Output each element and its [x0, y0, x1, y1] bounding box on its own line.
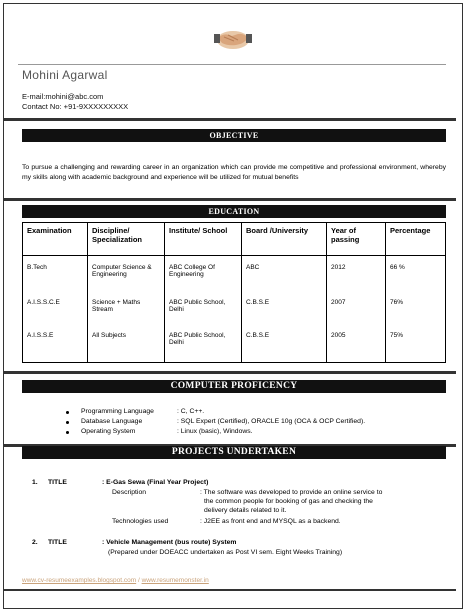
education-heading: EDUCATION — [22, 205, 446, 218]
table-cell: Computer Science & Engineering — [88, 256, 165, 296]
bullet-icon — [66, 421, 69, 424]
description-text: the common people for booking of gas and checking the — [204, 498, 373, 505]
table-cell: 2012 — [327, 256, 386, 296]
column-header: Board /University — [242, 223, 327, 256]
table-cell: 75% — [386, 328, 446, 363]
list-item-label: Database Language — [81, 418, 143, 425]
project-title: : Vehicle Management (bus route) System — [102, 539, 237, 546]
table-cell: 2007 — [327, 295, 386, 328]
section-divider — [4, 371, 456, 374]
header-divider — [18, 64, 446, 65]
table-cell: C.B.S.E — [242, 295, 327, 328]
technologies-label: Technologies used — [112, 518, 169, 525]
table-cell: 76% — [386, 295, 446, 328]
project-title: : E-Gas Sewa (Final Year Project) — [102, 479, 209, 486]
column-header: Percentage — [386, 223, 446, 256]
project-number: 2. — [32, 539, 38, 546]
description-label: Description — [112, 489, 146, 496]
education-table — [22, 222, 446, 363]
section-divider — [4, 118, 456, 121]
column-header: Examination — [23, 223, 88, 256]
table-row — [23, 256, 446, 296]
table-cell: 2005 — [327, 328, 386, 363]
footer-link[interactable]: www.cv-resumeexamples.blogspot.com — [22, 577, 137, 584]
table-cell: C.B.S.E — [242, 328, 327, 363]
section-divider — [4, 198, 456, 201]
column-header: Year of passing — [327, 223, 386, 256]
footer-link[interactable]: www.resumemonster.in — [141, 577, 209, 584]
table-cell: All Subjects — [88, 328, 165, 363]
column-header: Discipline/ Specialization — [88, 223, 165, 256]
table-cell: ABC College Of Engineering — [165, 256, 242, 296]
bullet-icon — [66, 431, 69, 434]
list-item-label: Operating System — [81, 428, 136, 435]
description-text: : The software was developed to provide an online service to — [200, 489, 383, 496]
footer-separator: / — [136, 577, 142, 584]
list-item-value: : Linux (basic), Windows. — [177, 428, 253, 435]
project-note: (Prepared under DOEACC undertaken as Post VI sem. Eight Weeks Training) — [108, 549, 343, 556]
list-item — [66, 417, 365, 427]
table-cell: Science + Maths Stream — [88, 295, 165, 328]
list-item-label: Programming Language — [81, 408, 154, 415]
handshake-icon — [214, 26, 252, 52]
table-cell: 66 % — [386, 256, 446, 296]
table-cell: ABC Public School, Delhi — [165, 328, 242, 363]
bullet-icon — [66, 411, 69, 414]
objective-heading: OBJECTIVE — [22, 129, 446, 142]
column-header: Institute/ School — [165, 223, 242, 256]
project-title-label: TITLE — [48, 539, 67, 546]
contact-number: Contact No: +91-9XXXXXXXXX — [22, 102, 129, 111]
table-cell: B.Tech — [23, 256, 88, 296]
table-cell: A.I.S.S.C.E — [23, 295, 88, 328]
table-row — [23, 328, 446, 363]
footer-links — [22, 577, 209, 584]
table-cell: ABC Public School, Delhi — [165, 295, 242, 328]
email-text: E-mail:mohini@abc.com — [22, 92, 104, 101]
table-row — [23, 295, 446, 328]
list-item — [66, 407, 365, 417]
project-number: 1. — [32, 479, 38, 486]
project-title-label: TITLE — [48, 479, 67, 486]
list-item-value: : C, C++. — [177, 408, 205, 415]
objective-text: To pursue a challenging and rewarding career in an organization which can provide me competitive and professional environment, whereby my skills along with academic background and experience will be utilized for mutual benefits — [22, 164, 446, 181]
computer-list — [66, 407, 365, 437]
computer-heading: COMPUTER PROFICENCY — [22, 380, 446, 393]
candidate-name: Mohini Agarwal — [22, 68, 108, 82]
technologies-text: : J2EE as front end and MYSQL as a backend. — [200, 518, 341, 525]
list-item — [66, 427, 365, 437]
table-cell: A.I.S.S.E — [23, 328, 88, 363]
table-cell: ABC — [242, 256, 327, 296]
description-text: delivery details related to it. — [204, 507, 287, 514]
table-header-row — [23, 223, 446, 256]
projects-heading: PROJECTS UNDERTAKEN — [22, 446, 446, 459]
footer-divider — [4, 589, 456, 591]
list-item-value: : SQL Expert (Certified), ORACLE 10g (OCA & OCP Certified). — [177, 418, 366, 425]
